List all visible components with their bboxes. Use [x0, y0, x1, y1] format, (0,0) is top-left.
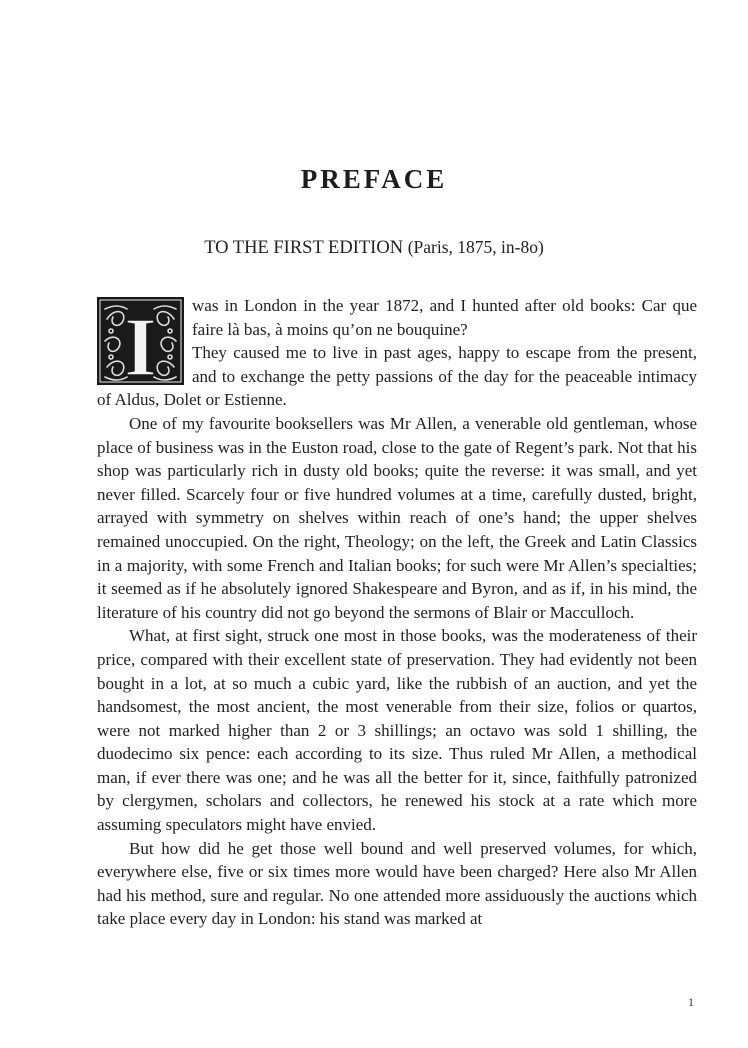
subtitle-main: TO THE FIRST EDITION	[204, 238, 404, 258]
paragraph-4: What, at first sight, struck one most in those books, was the moderateness of their price, compared with their excellent state of preservation. They had evidently not been bought in a lot, at so much a cubic yard, like the rubbish of an auction, and yet the handsomest, the most ancient, the most venerable from their size, folios or quartos, were not marked higher than 2 or 3 shillings; an octavo was sold 1 shilling, the duodecimo six pence: each according to its size. Thus ruled Mr Allen, a methodical man, if ever there was one; and he was all the better for it, since, faithfully patronized by clergymen, scholars and collectors, he renewed his stock at a rate which more assuming speculators might have envied.	[97, 626, 697, 835]
paragraph-2: They caused me to live in past ages, happy to escape from the present, and to exchange the petty passions of the day for the peaceable intimacy of Aldus, Dolet or Estienne.	[97, 343, 697, 410]
subtitle-edition-details: (Paris, 1875, in-8o)	[407, 237, 544, 257]
page-number: 1	[688, 995, 694, 1009]
page-title: PREFACE	[300, 164, 448, 194]
body-text	[97, 294, 697, 931]
paragraph-3: One of my favourite booksellers was Mr Allen, a venerable old gentleman, whose place of business was in the Euston road, close to the gate of Regent’s park. Not that his shop was particularly rich in dusty old books; quite the reverse: it was small, and yet never filled. Scarcely four or five hundred volumes at a time, carefully dusted, bright, arrayed with symmetry on shelves within reach of one’s hand; the upper shelves remained unoccupied. On the right, Theology; on the left, the Greek and Latin Classics in a majority, with some French and Italian books; for such were Mr Allen’s specialties; it seemed as if he absolutely ignored Shakespeare and Byron, and as if, in his mind, the literature of his country did not go beyond the sermons of Blair or Macculloch.	[97, 413, 697, 622]
paragraph-1: was in London in the year 1872, and I hunted after old books: Car que faire là bas, à moins qu’on ne bouquine?	[192, 296, 697, 339]
dropcap-letter: I	[124, 301, 157, 385]
dropcap-letter-i-ornament	[97, 297, 184, 385]
paragraph-5: But how did he get those well bound and well preserved volumes, for which, everywhere else, five or six times more would have been charged? Here also Mr Allen had his method, sure and regular. No one attended more assiduously the auctions which take place every day in London: his stand was marked at	[97, 838, 697, 929]
page-subtitle	[0, 237, 748, 259]
